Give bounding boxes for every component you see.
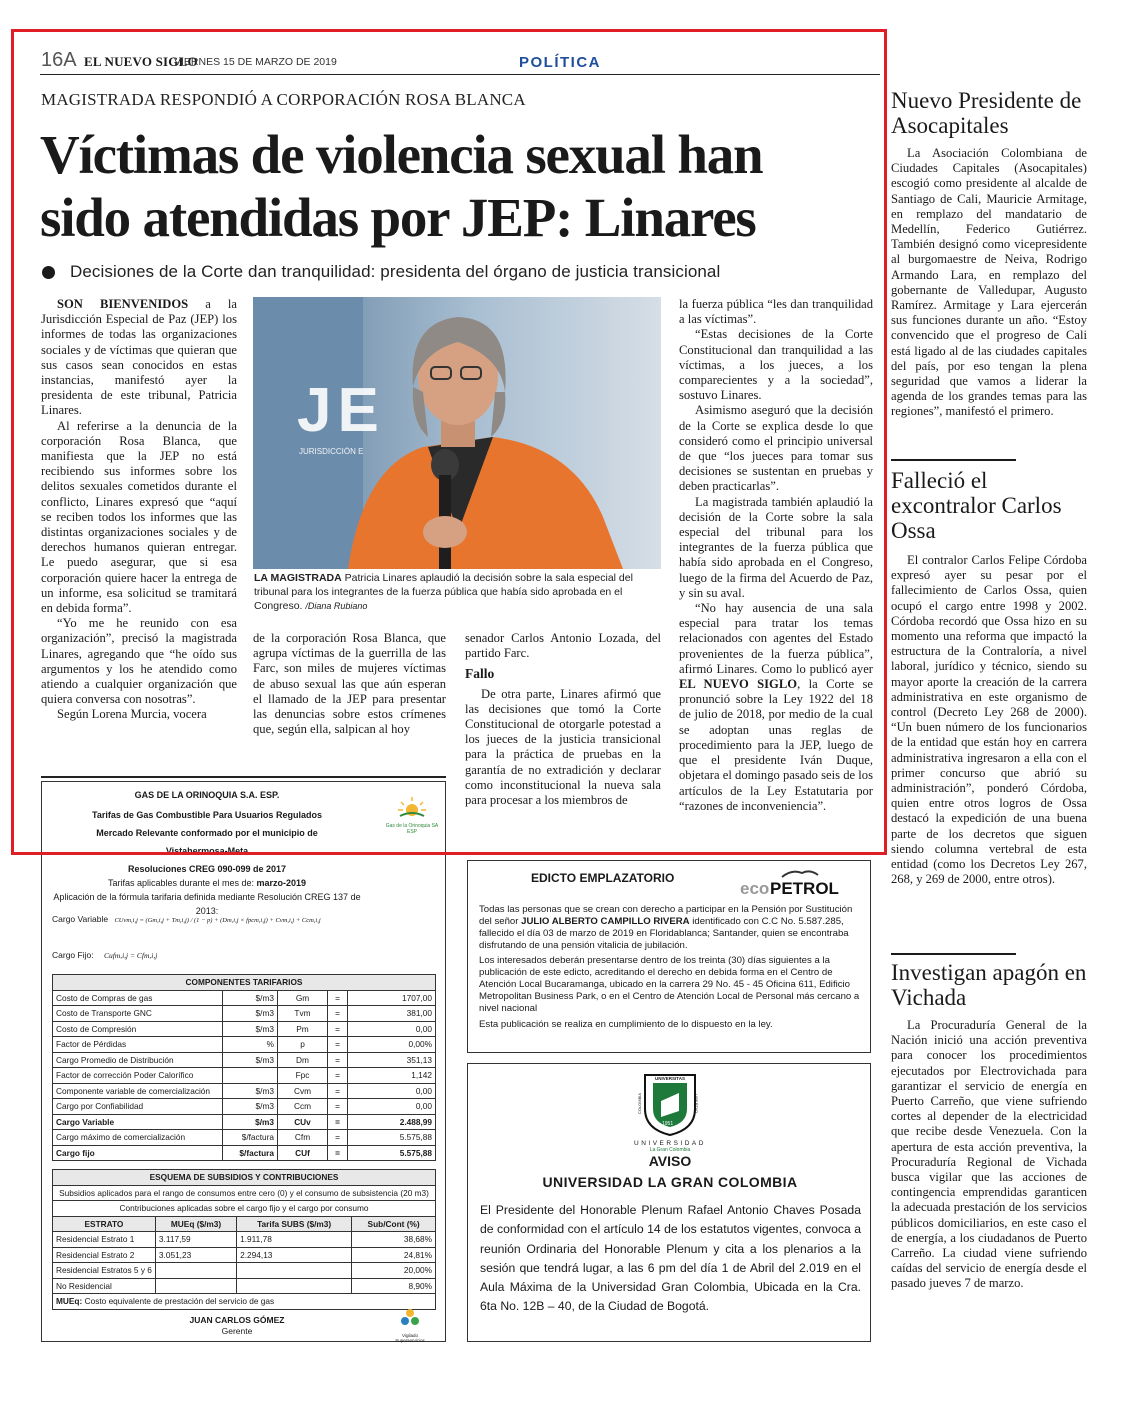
subsidies-cell: Residencial Estrato 1 xyxy=(53,1232,156,1248)
component-equals: = xyxy=(328,1068,348,1084)
subsidies-cell: No Residencial xyxy=(53,1278,156,1294)
subsidies-table xyxy=(52,1169,436,1310)
component-value: 381,00 xyxy=(348,1006,436,1022)
subsidies-cell xyxy=(155,1263,236,1279)
component-symbol: Cfm xyxy=(278,1130,328,1146)
article-paragraph: Asimismo aseguró que la decisión de la Corte se explica desde lo que consideró como el principio universal de que “los jueces para tomar sus decisiones se sustentan en pruebas y deben practicarlas”. xyxy=(679,403,873,494)
gas-ad xyxy=(41,781,446,1342)
article-paragraph: “Yo me he reunido con esa organización”, precisó la magistrada Linares, agregando que “he oído sus argumentos y los he atendido como atiendo a cualquier organización que quiera conversa con nosotras”. xyxy=(41,616,237,707)
subsidies-cell: 38,68% xyxy=(352,1232,436,1248)
subsidies-cell: 20,00% xyxy=(352,1263,436,1279)
paper-name: EL NUEVO SIGLO xyxy=(84,54,198,69)
formula-variable: CUvm,i,j = (Gm,i,j + Tm,i,j) / (1 − p) + (Dm,i,j × fpcm,i,j) + Cvm,i,j + Ccm,i,j xyxy=(114,917,321,924)
article-paragraph: La magistrada también aplaudió la decisión de la Corte sobre la sala especial del tribunal para los integrantes de la fuerza pública que había sido aprobada en el Congreso, luego de la firma del Acuerdo de Paz, y sin su aval. xyxy=(679,494,873,600)
component-symbol: CUf xyxy=(278,1145,328,1161)
component-equals: = xyxy=(328,1114,348,1130)
component-symbol: Dm xyxy=(278,1052,328,1068)
aviso-subtitle: UNIVERSIDAD LA GRAN COLOMBIA xyxy=(542,1174,798,1190)
header-rule xyxy=(40,74,880,75)
subsidies-cell: Residencial Estratos 5 y 6 xyxy=(53,1263,156,1279)
component-name: Componente variable de comercialización xyxy=(53,1083,223,1099)
component-equals: = xyxy=(328,990,348,1006)
component-value: 1,142 xyxy=(348,1068,436,1084)
component-row xyxy=(53,1037,436,1053)
article-paragraph: “Estas decisiones de la Corte Constitucional dan tranquilidad a las víctimas, a los jueces, a los comparecientes y a la sociedad”, sostuvo Linares. xyxy=(679,327,873,403)
article-paragraph: de la corporación Rosa Blanca, que agrupa víctimas de la guerrilla de las Farc, son miles de mujeres víctimas de abuso sexual las que aún esperan el llamado de la JEP para presentar las denuncias sobre estos crímenes que, según ella, salpican al hoy xyxy=(253,631,446,737)
components-table xyxy=(52,974,436,1161)
subsidies-header: Sub/Cont (%) xyxy=(352,1216,436,1232)
component-unit: $/m3 xyxy=(223,1021,278,1037)
article-paragraph: Según Lorena Murcia, vocera xyxy=(57,707,207,722)
formula-variable-row xyxy=(52,914,321,924)
component-row xyxy=(53,1006,436,1022)
university-sub: La Gran Colombia xyxy=(649,1147,691,1153)
sidebar-story xyxy=(891,88,1087,420)
component-value: 0,00 xyxy=(348,1021,436,1037)
sidebar-body: El contralor Carlos Felipe Córdoba expresó ayer su pesar por el fallecimiento de Carlos Ossa, quien ocupó el cargo entre 1998 y 2002. Córdoba recordó que Ossa hizo en su momento una reforma que impactó la estructura de la Contraloría, a nivel laboral, jurídico y técnico, siendo su mayor aporte la creación de la carrera administrativa en este organismo de control (Decreto Ley 268 de 2000). “Un buen número de los funcionarios de la entidad que están hoy en carrera administrativa ingresaron a ella con el primer concurso que abrió su administración”, ponderó Córdoba, quien entre otros logros de Ossa destacó la expedición de una buena parte de los decretos que siguen siendo columna vertebral de esta entidad (como los Decretos Ley 267, 268, y 269 de 2000, entre otros). xyxy=(891,553,1087,887)
subsidies-line-2: Contribuciones aplicadas sobre el cargo fijo y el cargo por consumo xyxy=(53,1201,436,1217)
article-paragraph: De otra parte, Linares afirmó que las decisiones que tomó la Corte Constitucional de otorgarle potestad a los jueces de la justicia transicional para la práctica de pruebas en la garantía de no extradición y declarar como inconstitucional la nueva sala para procesar a los miembros de xyxy=(465,686,661,808)
edicto-ad xyxy=(467,860,871,1053)
superservicios-icon xyxy=(400,1308,420,1328)
component-name: Factor de corrección Poder Calorífico xyxy=(53,1068,223,1084)
article-headline xyxy=(40,123,880,249)
component-name: Cargo fijo xyxy=(53,1145,223,1161)
component-symbol: Cvm xyxy=(278,1083,328,1099)
sidebar-body: La Procuraduría General de la Nación inició una acción preventiva para conocer los procedimientos ejecutados por Electrovichada para garantizar el servicio de energía en Puerto Carreño, que viene sufriendo cortes al depender de la electricidad que recibe desde Venezuela. Con la apertura de esta acción preventiva, la Procuraduría Regional de Vichada busca vigilar que las acciones de contingencia emprendidas garanticen la adecuada prestación de los servicios públicos domiciliarios, en este caso el de energía, a los ciudadanos de Puerto Carreño. La ciudad viene sufriendo caídas del servicio de energía desde el pasado jueves 7 de marzo. xyxy=(891,1018,1087,1291)
edicto-paragraph: Esta publicación se realiza en cumplimiento de lo dispuesto en la ley. xyxy=(479,1019,773,1030)
component-symbol: CUv xyxy=(278,1114,328,1130)
component-value: 0,00% xyxy=(348,1037,436,1053)
component-symbol: Fpc xyxy=(278,1068,328,1084)
component-name: Cargo Variable xyxy=(53,1114,223,1130)
component-unit: $/m3 xyxy=(223,1083,278,1099)
article-subhead-fallo: Fallo xyxy=(465,666,495,682)
component-equals: = xyxy=(328,1099,348,1115)
component-value: 2.488,99 xyxy=(348,1114,436,1130)
subsidies-cell: 8,90% xyxy=(352,1278,436,1294)
aviso-body: El Presidente del Honorable Plenum Rafael Antonio Chaves Posada de conformidad con el artículo 14 de los estatutos vigentes, convoca a reunión Ordinaria del Honorable Plenum y cita a los plenarios a la sesión que tendrá lugar, a las 6 pm del día 1 de Abril del 2.019 en el Aula Máxima de la Universidad Gran Colombia, Ubicada en la Cra. 6ta No. 12B – 40, de la Ciudad de Bogotá. xyxy=(480,1203,861,1314)
article-paragraph: la fuerza pública “les dan tranquilidad a las víctimas”. xyxy=(679,297,873,327)
component-row xyxy=(53,1068,436,1084)
component-unit: % xyxy=(223,1037,278,1053)
subsidies-line-1: Subsidios aplicados para el rango de consumos entre cero (0) y el consumo de subsistencia (20 m3) xyxy=(53,1185,436,1201)
component-name: Costo de Transporte GNC xyxy=(53,1006,223,1022)
edicto-title: EDICTO EMPLAZATORIO xyxy=(531,871,675,885)
component-row xyxy=(53,1145,436,1161)
component-unit xyxy=(223,1068,278,1084)
sidebar-title: Nuevo Presidente de Asocapitales xyxy=(891,88,1082,138)
subsidies-cell: Residencial Estrato 2 xyxy=(53,1247,156,1263)
formula-fijo: Cufm,i,j = Cfm,i,j xyxy=(103,951,158,960)
component-row xyxy=(53,1099,436,1115)
formula-variable-label: Cargo Variable xyxy=(52,914,109,924)
aviso-title: AVISO xyxy=(648,1153,692,1169)
component-equals: = xyxy=(328,1006,348,1022)
formula-fijo-label: Cargo Fijo: xyxy=(52,950,94,960)
component-value: 5.575,88 xyxy=(348,1130,436,1146)
university-word: UNIVERSIDAD xyxy=(634,1140,706,1147)
component-name: Cargo máximo de comercialización xyxy=(53,1130,223,1146)
article-lead: SON BIENVENIDOS xyxy=(57,297,189,311)
component-name: Factor de Pérdidas xyxy=(53,1037,223,1053)
component-unit: $/m3 xyxy=(223,1006,278,1022)
subsidies-header: ESTRATO xyxy=(53,1216,156,1232)
subsidies-header: MUEq ($/m3) xyxy=(155,1216,236,1232)
article-paragraph: “No hay ausencia de una sala especial para tratar los temas relacionados con agentes del Estado provenientes de la fuerza pública”, afirmó Linares. Como lo publicó ayer EL NUEVO SIGLO, la Corte se pronunció sobre la Ley 1922 del 18 de julio de 2018, por medio de la cual se adoptan unas reglas de procedimiento para la JEP, luego de que el presidente Iván Duque, objetara el domingo pasado seis de los artículos de la Ley Estatutaria por “razones de inconveniencia”. xyxy=(679,601,874,813)
component-equals: = xyxy=(328,1037,348,1053)
component-equals: = xyxy=(328,1130,348,1146)
sidebar-divider xyxy=(891,459,1016,461)
component-name: Costo de Compresión xyxy=(53,1021,223,1037)
component-equals: = xyxy=(328,1145,348,1161)
component-name: Cargo por Confiabilidad xyxy=(53,1099,223,1115)
component-unit: $/m3 xyxy=(223,1052,278,1068)
gas-ad-top-rule xyxy=(41,776,446,778)
article-paragraph: senador Carlos Antonio Lozada, del partido Farc. xyxy=(465,631,661,661)
component-symbol: p xyxy=(278,1037,328,1053)
component-row xyxy=(53,990,436,1006)
article-column-3 xyxy=(465,631,661,808)
sidebar-story-3 xyxy=(891,960,1087,1292)
component-symbol: Tvm xyxy=(278,1006,328,1022)
page-number: 16A xyxy=(41,49,77,71)
sun-icon xyxy=(397,796,427,818)
photo-sign-subtext: JURISDICCIÓN E xyxy=(299,447,364,456)
section-name: POLÍTICA xyxy=(519,54,601,71)
article-photo xyxy=(253,297,661,569)
component-value: 0,00 xyxy=(348,1083,436,1099)
subsidies-row xyxy=(53,1278,436,1294)
subhead-bullet xyxy=(42,266,55,279)
mueq-note: MUEq: Costo equivalente de prestación del servicio de gas xyxy=(53,1294,436,1310)
article-column-4 xyxy=(679,297,873,814)
sidebar-body: La Asociación Colombiana de Ciudades Capitales (Asocapitales) escogió como presidente al alcalde de Santiago de Cali, Mauricie Armitage, en remplazo del mandatario de Medellín, Federico Gutiérrez. También designó como vicepresidente al burgomaestre de Neiva, Rodrigo Armando Lara, en remplazo del gobernante de Valledupar, Augusto Ramírez. Armitage y Lara ejercerán sus funciones durante un año. “Estoy convencido que el progreso de Cali está ligado al de las ciudades capitales del país, por eso tengan la plena seguridad que vamos a liderar la agenda de los grandes temas para las regiones”, manifestó el primero. xyxy=(891,146,1087,419)
subsidies-header: Tarifa SUBS ($/m3) xyxy=(237,1216,352,1232)
article-subhead: Decisiones de la Corte dan tranquilidad: presidenta del órgano de justicia transicional xyxy=(70,262,721,281)
component-value: 1707,00 xyxy=(348,990,436,1006)
component-symbol: Ccm xyxy=(278,1099,328,1115)
article-column-2 xyxy=(253,631,446,737)
edicto-paragraph: Todas las personas que se crean con derecho a participar en la Pensión por Sustitución del señor JULIO ALBERTO CAMPILLO RIVERA identificado con C.C No. 5.587.285, fallecido el día 03 de marzo de 2019 en Floridablanca; Santander, quien se encontraba disfrutando de una pensión vitalicia de jubilación. xyxy=(479,904,853,951)
gas-company: GAS DE LA ORINOQUIA S.A. ESP. xyxy=(134,790,280,800)
component-value: 351,13 xyxy=(348,1052,436,1068)
edicto-paragraph: Los interesados deberán presentarse dentro de los treinta (30) días siguientes a la publicación de este edicto, acreditando el derecho en debida forma en el Centro de Atención Local Bucaramanga, ubicado en la carrera 29 No. 45 - 45 Oficina 611, Edificio Metropolitan Business Park, o en el Centro de Atención Local de Personal más cercano a nivel nacional xyxy=(479,955,860,1014)
components-title: COMPONENTES TARIFARIOS xyxy=(53,975,436,991)
gas-line-1: Tarifas de Gas Combustible Para Usuarios Regulados xyxy=(92,810,322,820)
component-name: Costo de Compras de gas xyxy=(53,990,223,1006)
gas-logo: Gas de la Orinoquia SA ESP xyxy=(382,796,442,835)
component-unit: $/m3 xyxy=(223,990,278,1006)
gas-line-6: Aplicación de la fórmula tarifaria definida mediante Resolución CREG 137 de 2013: xyxy=(53,892,361,916)
ecopetrol-logo: eco PETROL xyxy=(740,867,860,897)
headline-line-2: sido atendidas por JEP: Linares xyxy=(40,187,756,248)
issue-date: VIERNES 15 DE MARZO DE 2019 xyxy=(174,56,337,68)
subsidies-cell xyxy=(155,1278,236,1294)
component-value: 0,00 xyxy=(348,1099,436,1115)
aviso-ad xyxy=(467,1063,871,1342)
gas-line-5: Tarifas aplicables durante el mes de: marzo-2019 xyxy=(107,878,307,888)
article-column-1 xyxy=(41,297,237,723)
component-equals: = xyxy=(328,1083,348,1099)
gas-signer: JUAN CARLOS GÓMEZ xyxy=(189,1315,285,1325)
component-row xyxy=(53,1021,436,1037)
component-unit: $/factura xyxy=(223,1130,278,1146)
component-name: Cargo Promedio de Distribución xyxy=(53,1052,223,1068)
headline-line-1: Víctimas de violencia sexual han xyxy=(40,124,763,185)
component-row xyxy=(53,1052,436,1068)
sidebar-title: Investigan apagón en Vichada xyxy=(891,960,1087,1010)
subsidies-row xyxy=(53,1247,436,1263)
component-symbol: Gm xyxy=(278,990,328,1006)
photo-caption: LA MAGISTRADA Patricia Linares aplaudió la decisión sobre la sala especial del tribunal para los integrantes de la fuerza pública que había sido aprobada en el Congreso. /Diana Rubiano xyxy=(254,572,633,612)
vigilado-logo: Vigilado Superservicios xyxy=(388,1308,432,1343)
component-value: 5.575,88 xyxy=(348,1145,436,1161)
component-equals: = xyxy=(328,1052,348,1068)
subsidies-cell: 24,81% xyxy=(352,1247,436,1263)
component-row xyxy=(53,1130,436,1146)
article-paragraph: Al referirse a la denuncia de la corporación Rosa Blanca, que manifiesta que la JEP no está recibiendo sus informes sobre los delitos sexuales cometidos durante el conflicto, Linares expresó que “aquí se reciben todos los informes que las distintas organizaciones sociales y de derechos humanos quieran entregar. Le puedo asegurar, que si esa corporación quiere hacer la entrega de un informe, esa solicitud se tramitará en debida forma”. xyxy=(41,418,237,616)
subsidies-row xyxy=(53,1263,436,1279)
component-row xyxy=(53,1114,436,1130)
article-paragraph: SON BIENVENIDOS a la Jurisdicción Especial de Paz (JEP) los informes de todas las organizaciones sociales y de víctimas que quieran que sus casos sean conocidos en estas instancias, manifestó ayer la presidenta de este tribunal, Patricia Linares. xyxy=(41,297,237,418)
gas-line-4: Resoluciones CREG 090-099 de 2017 xyxy=(127,864,287,874)
component-unit: $/m3 xyxy=(223,1114,278,1130)
article-kicker: MAGISTRADA RESPONDIÓ A CORPORACIÓN ROSA BLANCA xyxy=(41,90,526,109)
sidebar-story-2 xyxy=(891,468,1087,887)
formula-fijo-row xyxy=(52,950,157,960)
component-unit: $/m3 xyxy=(223,1099,278,1115)
component-equals: = xyxy=(328,1021,348,1037)
sidebar-divider xyxy=(891,953,1016,955)
photo-sign-text: JE xyxy=(297,376,385,445)
subsidies-cell: 3.117,59 xyxy=(155,1232,236,1248)
subsidies-row xyxy=(53,1232,436,1248)
subsidies-cell xyxy=(237,1263,352,1279)
subsidies-cell: 3.051,23 xyxy=(155,1247,236,1263)
gas-line-3: Vistahermosa-Meta xyxy=(165,846,249,856)
component-symbol: Pm xyxy=(278,1021,328,1037)
photo-credit: /Diana Rubiano xyxy=(305,601,368,611)
component-row xyxy=(53,1083,436,1099)
subsidies-cell: 2.294,13 xyxy=(237,1247,352,1263)
subsidies-cell: 1.911,78 xyxy=(237,1232,352,1248)
sidebar-title: Falleció el excontralor Carlos Ossa xyxy=(891,468,1062,543)
subsidies-cell xyxy=(237,1278,352,1294)
sidebar xyxy=(891,88,1087,420)
gas-line-2: Mercado Relevante conformado por el municipio de xyxy=(96,828,318,838)
subsidies-title: ESQUEMA DE SUBSIDIOS Y CONTRIBUCIONES xyxy=(53,1170,436,1186)
gas-signer-title: Gerente xyxy=(221,1326,253,1336)
caption-lead: LA MAGISTRADA xyxy=(254,572,342,584)
edicto-body xyxy=(479,904,863,1031)
component-unit: $/factura xyxy=(223,1145,278,1161)
university-crest: UNIVERSITAS COLOMBIA LIBERTAD 1951 xyxy=(641,1071,699,1137)
